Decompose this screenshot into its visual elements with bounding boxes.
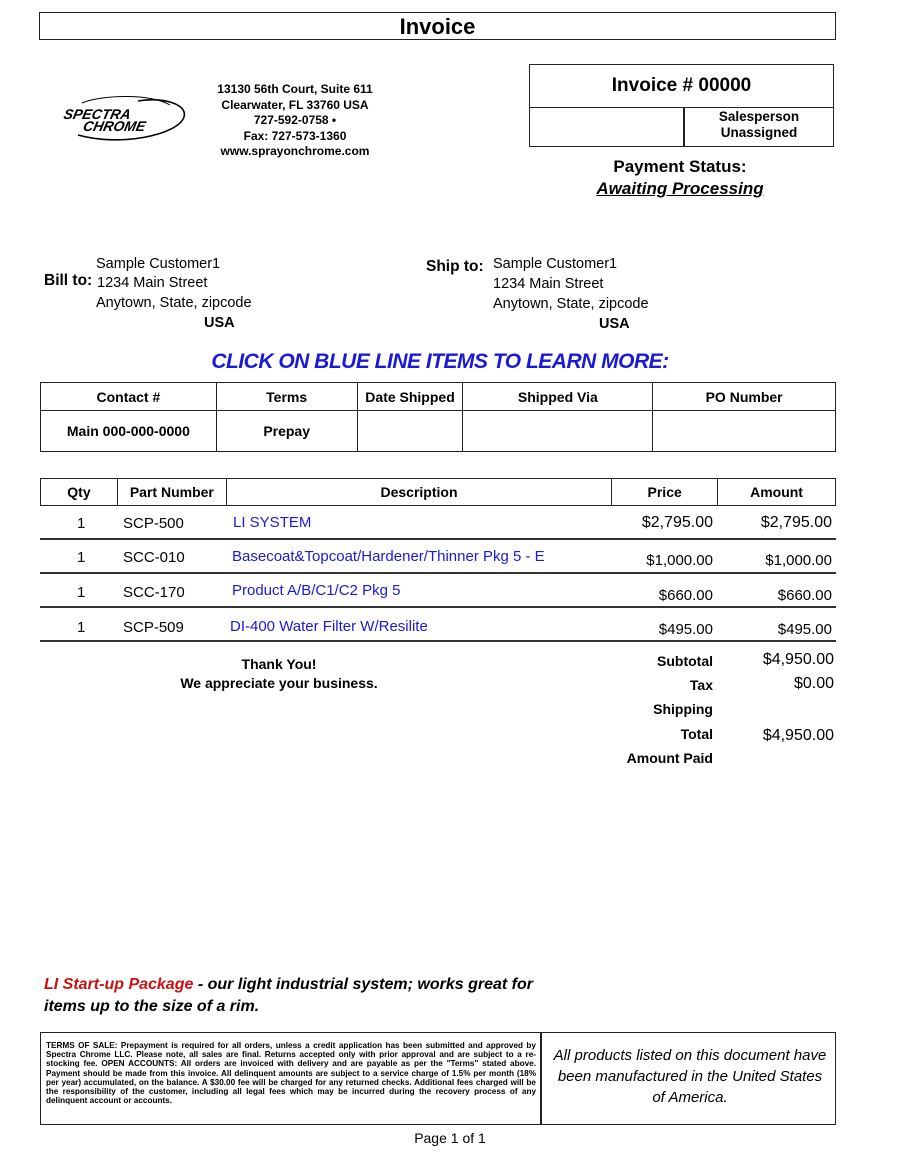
svg-text:CHROME: CHROME	[81, 118, 148, 134]
promo-description: - our light industrial system; works great for items up to the size of a rim.	[44, 976, 533, 1015]
divider	[540, 1033, 542, 1124]
amount-paid-label: Amount Paid	[626, 750, 713, 766]
shipped-via-value	[463, 411, 653, 452]
invoice-title: Invoice	[39, 12, 836, 40]
date-shipped-value	[357, 411, 463, 452]
table-row[interactable]	[40, 507, 836, 541]
price-cell: $2,795.00	[641, 514, 713, 531]
table-row[interactable]	[40, 541, 836, 575]
header-description: Description	[226, 479, 611, 506]
page-number: Page 1 of 1	[414, 1130, 486, 1146]
payment-status-label: Payment Status:	[613, 157, 747, 176]
price-cell: $495.00	[658, 621, 713, 638]
row-divider	[40, 640, 836, 642]
salesperson-value: Unassigned	[720, 125, 798, 140]
description-link[interactable]: Basecoat&Topcoat/Hardener/Thinner Pkg 5 - E	[232, 548, 545, 565]
header-part-number: Part Number	[117, 479, 226, 506]
amount-cell: $660.00	[777, 587, 832, 604]
invoice-number-box	[529, 64, 834, 147]
fax-line: Fax: 727-573-1360	[243, 128, 347, 143]
subtotal-label: Subtotal	[657, 653, 713, 669]
ship-to-label: Ship to:	[426, 258, 484, 275]
part-cell: SCP-509	[123, 619, 184, 636]
ship-to-line: 1234 Main Street	[493, 276, 604, 292]
phone-line: 727-592-0758 •	[253, 113, 337, 127]
terms-value: Prepay	[216, 411, 357, 452]
part-cell: SCC-170	[123, 584, 185, 601]
ship-to-line: Anytown, State, zipcode	[493, 296, 649, 312]
qty-cell: 1	[77, 619, 86, 636]
po-number-value	[653, 411, 836, 452]
payment-status-value: Awaiting Processing	[596, 179, 764, 198]
salesperson-block	[684, 109, 834, 141]
appreciation-line: We appreciate your business.	[180, 675, 378, 691]
header-date-shipped: Date Shipped	[357, 383, 463, 411]
invoice-number: Invoice # 00000	[530, 65, 833, 108]
order-info-table	[40, 382, 836, 452]
price-cell: $1,000.00	[646, 552, 713, 569]
part-cell: SCC-010	[123, 549, 185, 566]
header-contact: Contact #	[41, 383, 217, 411]
header-price: Price	[612, 479, 718, 506]
amount-cell: $2,795.00	[760, 514, 832, 531]
spectra-chrome-logo	[60, 95, 190, 141]
amount-cell: $495.00	[777, 621, 832, 638]
description-link[interactable]: DI-400 Water Filter W/Resilite	[230, 618, 428, 635]
company-address	[200, 82, 390, 160]
bill-to-label: Bill to:	[44, 272, 93, 289]
click-instruction-banner: CLICK ON BLUE LINE ITEMS TO LEARN MORE:	[211, 350, 669, 373]
bill-to-line: Sample Customer1	[96, 256, 221, 272]
thank-you-line: Thank You!	[241, 656, 317, 672]
bill-to-country: USA	[204, 315, 235, 331]
website-link[interactable]: www.sprayonchrome.com	[220, 144, 370, 158]
qty-cell: 1	[77, 549, 86, 566]
row-divider	[40, 606, 836, 608]
items-table-header	[40, 478, 836, 506]
row-divider	[40, 538, 836, 540]
qty-cell: 1	[77, 515, 86, 532]
description-link[interactable]: Product A/B/C1/C2 Pkg 5	[232, 582, 401, 599]
salesperson-label: Salesperson	[718, 109, 800, 124]
contact-value: Main 000-000-0000	[41, 411, 217, 452]
bill-to-line: Anytown, State, zipcode	[96, 295, 252, 311]
total-value: $4,950.00	[762, 727, 834, 744]
ship-to-line: Sample Customer1	[493, 256, 618, 272]
svg-text:SPECTRA: SPECTRA	[62, 106, 133, 122]
made-in-usa-note: All products listed on this document have been manufactured in the United States of America.	[553, 1047, 827, 1106]
qty-cell: 1	[77, 584, 86, 601]
terms-box	[40, 1032, 836, 1125]
amount-cell: $1,000.00	[765, 552, 832, 569]
thank-you-note	[150, 655, 408, 693]
header-shipped-via: Shipped Via	[463, 383, 653, 411]
terms-of-sale-text: TERMS OF SALE: Prepayment is required for all orders, unless a credit application has been submitted and approved by Spectra Chrome LLC. Please note, all sales are final. Returns accepted only with prior approval and are subject to a re-stocking fee. OPEN ACCOUNTS: All orders are invoiced with delivery and are payable as per the "Terms" stated above. Payment should be made from this invoice. All delinquent amounts are subject to a service charge of 1.5% per month (18% per year) accumulated, on the balance. A $30.00 fee will be charged for any returned checks. Additional fees charged will be the responsibility of the customer, including all legal fees which may be incurred during the recovery process of any delinquent account or accounts.	[46, 1041, 536, 1106]
header-qty: Qty	[41, 479, 118, 506]
header-terms: Terms	[216, 383, 357, 411]
header-amount: Amount	[718, 479, 836, 506]
header-po-number: PO Number	[653, 383, 836, 411]
ship-to-country: USA	[599, 316, 630, 332]
tax-value: $0.00	[793, 675, 834, 692]
row-divider	[40, 572, 836, 574]
subtotal-value: $4,950.00	[762, 651, 834, 668]
payment-status	[560, 156, 800, 200]
tax-label: Tax	[689, 677, 713, 693]
table-row[interactable]	[40, 576, 836, 610]
part-cell: SCP-500	[123, 515, 184, 532]
address-line: Clearwater, FL 33760 USA	[221, 97, 369, 112]
promo-note	[44, 974, 564, 1018]
address-line: 13130 56th Court, Suite 611	[217, 82, 373, 96]
shipping-label: Shipping	[653, 701, 713, 717]
promo-product-link[interactable]: LI Start-up Package	[44, 976, 194, 993]
bill-to-line: 1234 Main Street	[97, 275, 208, 291]
total-label: Total	[680, 726, 713, 742]
description-link[interactable]: LI SYSTEM	[233, 514, 312, 531]
price-cell: $660.00	[658, 587, 713, 604]
